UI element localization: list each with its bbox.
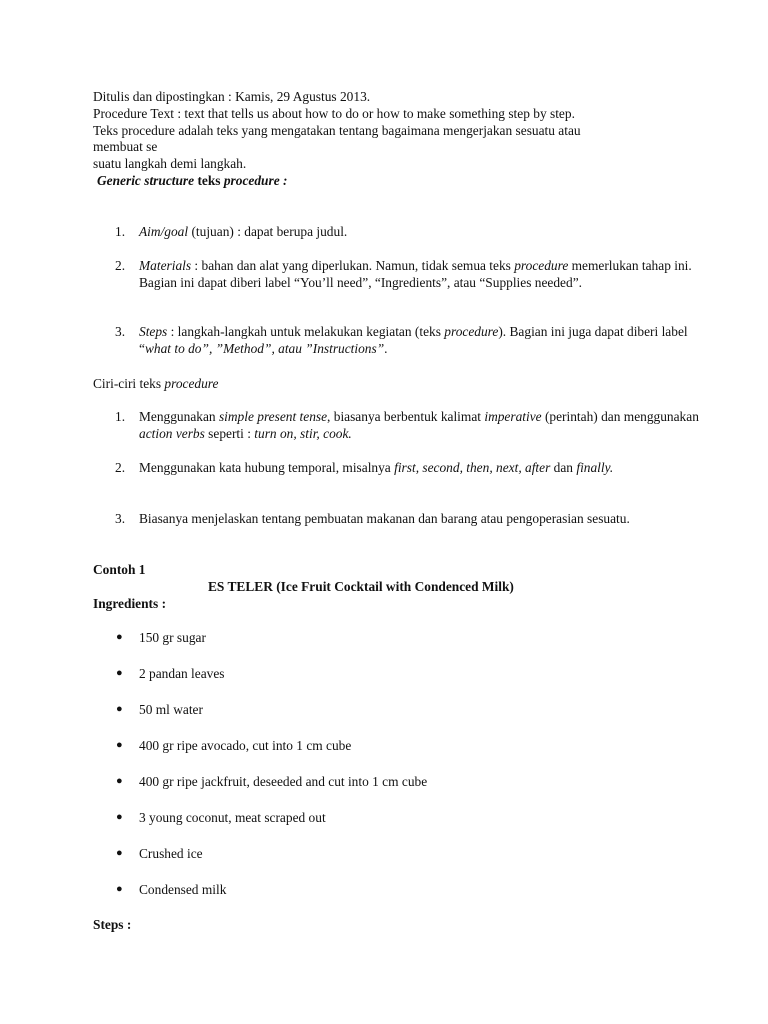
list-item: 400 gr ripe avocado, cut into 1 cm cube	[139, 738, 352, 753]
list-item: Aim/goal (tujuan) : dapat berupa judul.	[139, 224, 348, 239]
list-number: 3.	[115, 324, 126, 339]
list-item: 2 pandan leaves	[139, 666, 225, 681]
bullet-icon: ●	[116, 667, 123, 679]
list-item: 150 gr sugar	[139, 630, 206, 645]
list-item: Materials : bahan dan alat yang diperlukan. Namun, tidak semua teks procedure memerlukan tahap ini. Bagian ini dapat diberi label “You’ll need”, “Ingredients”, atau “Supplies needed”.	[139, 258, 692, 290]
steps-heading: Steps :	[93, 917, 132, 932]
list-number: 1.	[115, 409, 126, 424]
list-item: Menggunakan kata hubung temporal, misalnya first, second, then, next, after dan finally.	[139, 460, 614, 475]
recipe-title: ES TELER (Ice Fruit Cocktail with Condenced Milk)	[208, 579, 514, 594]
list-number: 1.	[115, 224, 126, 239]
definition-indonesian-line-1: Teks procedure adalah teks yang mengatakan tentang bagaimana mengerjakan sesuatu atau	[93, 123, 581, 138]
ingredients-heading: Ingredients :	[93, 596, 167, 611]
bullet-icon: ●	[116, 703, 123, 715]
bullet-icon: ●	[116, 847, 123, 859]
definition-indonesian-line-2: membuat se	[93, 139, 158, 154]
generic-structure-heading: Generic structure teks procedure :	[97, 173, 288, 188]
bullet-icon: ●	[116, 811, 123, 823]
bullet-icon: ●	[116, 883, 123, 895]
bullet-icon: ●	[116, 739, 123, 751]
list-number: 2.	[115, 460, 126, 475]
list-item: Menggunakan simple present tense, biasanya berbentuk kalimat imperative (perintah) dan menggunakan action verbs seperti : turn on, stir, cook.	[139, 409, 699, 441]
posted-date: Ditulis dan dipostingkan : Kamis, 29 Agustus 2013.	[93, 89, 371, 104]
definition-indonesian-line-3: suatu langkah demi langkah.	[93, 156, 247, 171]
list-number: 3.	[115, 511, 126, 526]
ciri-ciri-heading: Ciri-ciri teks procedure	[93, 376, 219, 391]
definition-english: Procedure Text : text that tells us about how to do or how to make something step by step.	[93, 106, 575, 121]
list-item: Crushed ice	[139, 846, 203, 861]
list-item: Steps : langkah-langkah untuk melakukan kegiatan (teks procedure). Bagian ini juga dapat diberi label “what to do”, ”Method”, atau ”Instructions”.	[139, 324, 688, 356]
list-number: 2.	[115, 258, 126, 273]
list-item: 3 young coconut, meat scraped out	[139, 810, 326, 825]
list-item: Biasanya menjelaskan tentang pembuatan makanan dan barang atau pengoperasian sesuatu.	[139, 511, 630, 526]
list-item: Condensed milk	[139, 882, 227, 897]
example-label: Contoh 1	[93, 562, 146, 577]
list-item: 50 ml water	[139, 702, 203, 717]
bullet-icon: ●	[116, 775, 123, 787]
bullet-icon: ●	[116, 631, 123, 643]
list-item: 400 gr ripe jackfruit, deseeded and cut into 1 cm cube	[139, 774, 428, 789]
